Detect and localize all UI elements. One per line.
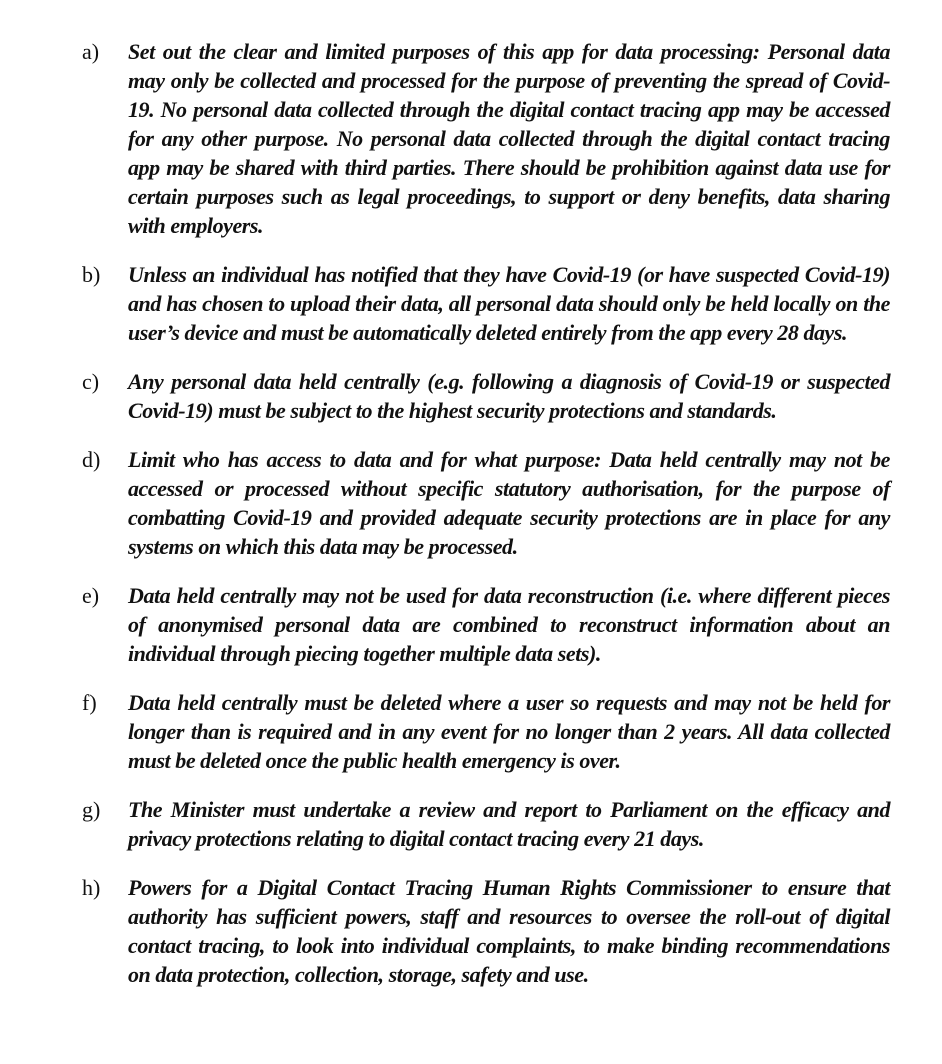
item-marker: a) [82, 39, 100, 64]
list-item-a [0, 37, 942, 240]
item-text: The Minister must undertake a review and report to Parliament on the efficacy and privacy protections relating to digital contact tracing every 21 days. [128, 797, 890, 851]
item-marker: c) [82, 369, 100, 394]
item-text: Limit who has access to data and for what purpose: Data held centrally may not be accessed or processed without specific statutory authorisation, for the purpose of combatting Covid-19 and provided adequate security protections are in place for any systems on which this data may be processed. [128, 447, 890, 559]
item-text: Data held centrally must be deleted where a user so requests and may not be held for longer than is required and in any event for no longer than 2 years. All data collected must be deleted once the public health emergency is over. [128, 690, 890, 773]
list-item-f [0, 688, 942, 775]
list-item-e [0, 581, 942, 668]
recommendations-list [0, 37, 942, 1009]
item-text: Powers for a Digital Contact Tracing Human Rights Commissioner to ensure that authority has sufficient powers, staff and resources to oversee the roll-out of digital contact tracing, to look into individual complaints, to make binding recommendations on data protection, collection, storage, safety and use. [128, 875, 890, 987]
item-text: Set out the clear and limited purposes of this app for data processing: Personal data may only be collected and processed for the purpose of preventing the spread of Covid-19. No personal data collected through the digital contact tracing app may be accessed for any other purpose. No personal data collected through the digital contact tracing app may be shared with third parties. There should be prohibition against data use for certain purposes such as legal proceedings, to support or deny benefits, data sharing with employers. [128, 39, 890, 238]
item-marker: b) [82, 262, 101, 287]
list-item-b [0, 260, 942, 347]
item-text: Any personal data held centrally (e.g. following a diagnosis of Covid-19 or suspected Covid-19) must be subject to the highest security protections and standards. [128, 369, 890, 423]
item-text: Data held centrally may not be used for data reconstruction (i.e. where different pieces of anonymised personal data are combined to reconstruct information about an individual through piecing together multiple data sets). [128, 583, 890, 666]
item-marker: h) [82, 875, 101, 900]
item-marker: g) [82, 797, 101, 822]
item-marker: e) [82, 583, 100, 608]
item-marker: d) [82, 447, 101, 472]
list-item-c [0, 367, 942, 425]
list-item-d [0, 445, 942, 561]
list-item-g [0, 795, 942, 853]
item-marker: f) [82, 690, 97, 715]
item-text: Unless an individual has notified that they have Covid-19 (or have suspected Covid-19) and has chosen to upload their data, all personal data should only be held locally on the user’s device and must be automatically deleted entirely from the app every 28 days. [128, 262, 890, 345]
list-item-h [0, 873, 942, 989]
